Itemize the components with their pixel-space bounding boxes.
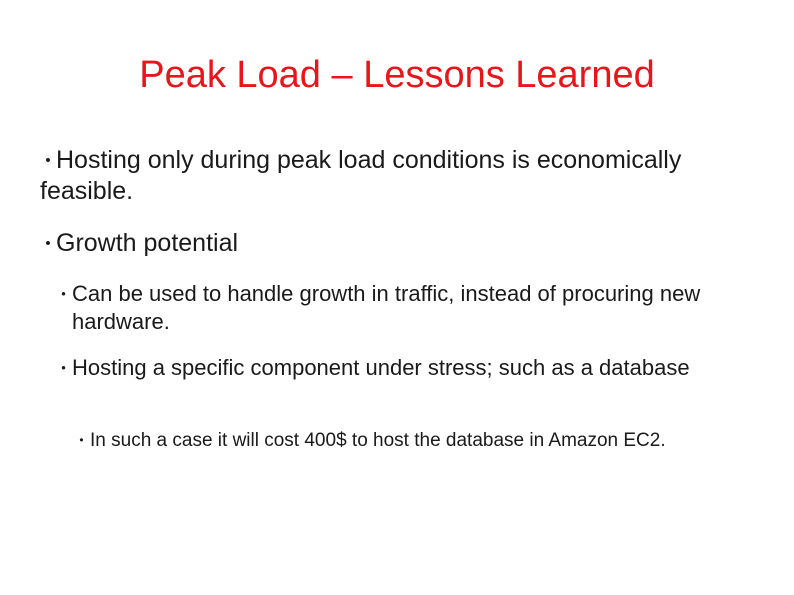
- bullet-text: Can be used to handle growth in traffic, instead of procuring new hardware.: [72, 281, 701, 334]
- bullet-growth-potential: [40, 228, 760, 259]
- bullet-text: In such a case it will cost 400$ to host the database in Amazon EC2.: [90, 430, 666, 451]
- bullet-marker: •: [61, 286, 66, 301]
- bullet-marker: •: [45, 152, 51, 169]
- bullet-marker: •: [61, 360, 66, 375]
- sub-sub-bullet-ec2-cost: [73, 428, 770, 453]
- bullet-marker: •: [79, 433, 84, 447]
- bullet-text: Hosting a specific component under stress; such as a database: [72, 355, 690, 380]
- sub-bullet-component-under-stress: [55, 354, 772, 382]
- bullet-economical-hosting: [40, 145, 760, 207]
- slide-title: Peak Load – Lessons Learned: [139, 54, 655, 96]
- bullet-text: Hosting only during peak load conditions is economically feasible.: [40, 146, 682, 205]
- bullet-text: Growth potential: [56, 229, 239, 257]
- bullet-marker: •: [45, 235, 51, 252]
- sub-bullet-traffic-growth: [55, 280, 772, 336]
